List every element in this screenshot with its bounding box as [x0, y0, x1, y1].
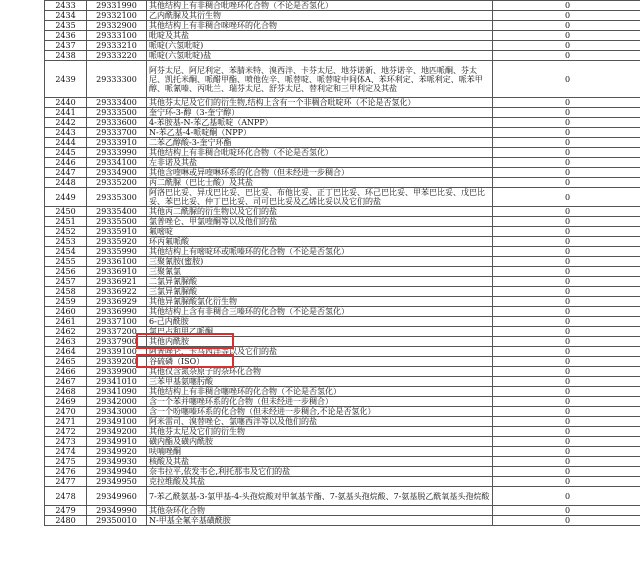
- table-row: [45, 467, 640, 477]
- description: 其他杂环化合物: [147, 506, 493, 516]
- row-index: 2473: [45, 437, 87, 447]
- table-row: [45, 247, 640, 257]
- row-index: 2435: [45, 21, 87, 31]
- rate-value: 0: [493, 297, 640, 307]
- table-row: [45, 178, 640, 188]
- hs-code: 29337100: [87, 317, 147, 327]
- description: 其他含喹啉或异喹啉环系的化合物（但未经进一步稠合）: [147, 168, 493, 178]
- description: 其他结构上有非稠合噻唑环的化合物（不论是否氢化）: [147, 387, 493, 397]
- hs-code: 29349200: [87, 427, 147, 437]
- hs-code: 29335200: [87, 178, 147, 188]
- description: 克拉维酸及其盐: [147, 477, 493, 487]
- row-index: 2455: [45, 257, 87, 267]
- row-index: 2458: [45, 287, 87, 297]
- description: 4-苯胺基-N-苯乙基哌啶（ANPP）: [147, 118, 493, 128]
- row-index: 2474: [45, 447, 87, 457]
- table-row: [45, 387, 640, 397]
- description: 7-苯乙酰氨基-3-氯甲基-4-头孢烷酸对甲氧基苄酯、7-氨基头孢烷酸、7-氨基脱乙酰氧基头孢烷酸: [147, 487, 493, 506]
- description: N-苯乙基-4-哌啶酮（NPP）: [147, 128, 493, 138]
- row-index: 2452: [45, 227, 87, 237]
- description: 三聚氰胺(蜜胺): [147, 257, 493, 267]
- row-index: 2464: [45, 347, 87, 357]
- row-index: 2447: [45, 168, 87, 178]
- hs-code: 29341090: [87, 387, 147, 397]
- description: 吡啶及其盐: [147, 31, 493, 41]
- description: 6-己内酰胺: [147, 317, 493, 327]
- description: 其他仅含氮杂原子的杂环化合物: [147, 367, 493, 377]
- table-row: [45, 297, 640, 307]
- hs-code: 29337900: [87, 337, 147, 347]
- row-index: 2462: [45, 327, 87, 337]
- table-row: [45, 108, 640, 118]
- description: 其他异氰脲酸氯化衍生物: [147, 297, 493, 307]
- rate-value: 0: [493, 467, 640, 477]
- row-index: 2440: [45, 98, 87, 108]
- rate-value: 0: [493, 188, 640, 207]
- hs-code: 29349920: [87, 447, 147, 457]
- rate-value: 0: [493, 138, 640, 148]
- row-index: 2439: [45, 61, 87, 98]
- table-row: [45, 407, 640, 417]
- table-row: [45, 257, 640, 267]
- table-row: [45, 21, 640, 31]
- row-index: 2476: [45, 467, 87, 477]
- hs-code: 29333910: [87, 138, 147, 148]
- hs-code: 29334900: [87, 168, 147, 178]
- hs-code: 29335400: [87, 207, 147, 217]
- hs-code: 29333210: [87, 41, 147, 51]
- row-index: 2469: [45, 397, 87, 407]
- table-row: [45, 477, 640, 487]
- hs-code: 29332900: [87, 21, 147, 31]
- table-row: [45, 277, 640, 287]
- row-index: 2472: [45, 427, 87, 437]
- rate-value: 0: [493, 217, 640, 227]
- description: 阿芬太尼、阿尼利定、苯腈米特、溴西泮、卡芬太尼、地芬诺新、地芬诺辛、地匹哌酮、芬太尼、凯托米酮、哌醋甲酯、喷他佐辛、哌替啶、哌替啶中间体A、苯环利定、苯哌利定、哌苯甲醇、哌氰嗪、丙吡兰、瑞芬太尼、舒芬太尼、替利定和三甲利定及其盐: [147, 61, 493, 98]
- hs-code: 29349950: [87, 477, 147, 487]
- table-row: [45, 188, 640, 207]
- table-row: [45, 158, 640, 168]
- description: 三氯异氰脲酸: [147, 287, 493, 297]
- hs-code: 29333500: [87, 108, 147, 118]
- hs-code: 29331990: [87, 1, 147, 11]
- rate-value: 0: [493, 506, 640, 516]
- hs-code: 29335990: [87, 247, 147, 257]
- table-row: [45, 267, 640, 277]
- row-index: 2468: [45, 387, 87, 397]
- hs-code: 29336910: [87, 267, 147, 277]
- row-index: 2460: [45, 307, 87, 317]
- rate-value: 0: [493, 377, 640, 387]
- table-row: [45, 437, 640, 447]
- row-index: 2453: [45, 237, 87, 247]
- description: 其他芬太尼及它们的衍生物,结构上含有一个非稠合吡啶环（不论是否氢化）: [147, 98, 493, 108]
- hs-code: 29333400: [87, 98, 147, 108]
- row-index: 2478: [45, 487, 87, 506]
- table-row: [45, 227, 640, 237]
- rate-value: 0: [493, 487, 640, 506]
- description: 哌啶(六氢吡啶): [147, 41, 493, 51]
- rate-value: 0: [493, 337, 640, 347]
- row-index: 2465: [45, 357, 87, 367]
- row-index: 2443: [45, 128, 87, 138]
- hs-code: 29349940: [87, 467, 147, 477]
- tariff-document: [44, 0, 640, 526]
- hs-code: 29335300: [87, 188, 147, 207]
- hs-code: 29339900: [87, 367, 147, 377]
- table-row: [45, 397, 640, 407]
- row-index: 2463: [45, 337, 87, 347]
- row-index: 2449: [45, 188, 87, 207]
- hs-code: 29335910: [87, 227, 147, 237]
- table-row: [45, 357, 640, 367]
- row-index: 2471: [45, 417, 87, 427]
- hs-code: 29334100: [87, 158, 147, 168]
- description: 左非诺及其盐: [147, 158, 493, 168]
- rate-value: 0: [493, 21, 640, 31]
- table-row: [45, 457, 640, 467]
- rate-value: 0: [493, 168, 640, 178]
- row-index: 2461: [45, 317, 87, 327]
- rate-value: 0: [493, 287, 640, 297]
- table-row: [45, 31, 640, 41]
- description: N-甲基全氟辛基磺酰胺: [147, 516, 493, 526]
- rate-value: 0: [493, 277, 640, 287]
- hs-code: 29336929: [87, 297, 147, 307]
- row-index: 2475: [45, 457, 87, 467]
- description: 氯巴占和甲乙哌酮: [147, 327, 493, 337]
- rate-value: 0: [493, 307, 640, 317]
- rate-value: 0: [493, 317, 640, 327]
- row-index: 2442: [45, 118, 87, 128]
- table-row: [45, 427, 640, 437]
- hs-code: 29342000: [87, 397, 147, 407]
- rate-value: 0: [493, 128, 640, 138]
- description: 其他结构上有嘧啶环或哌嗪环的化合物（不论是否氢化）: [147, 247, 493, 257]
- rate-value: 0: [493, 61, 640, 98]
- row-index: 2444: [45, 138, 87, 148]
- description: 哌啶(六氢吡啶)盐: [147, 51, 493, 61]
- rate-value: 0: [493, 417, 640, 427]
- row-index: 2466: [45, 367, 87, 377]
- row-index: 2436: [45, 31, 87, 41]
- row-index: 2448: [45, 178, 87, 188]
- rate-value: 0: [493, 457, 640, 467]
- hs-code: 29336921: [87, 277, 147, 287]
- table-row: [45, 337, 640, 347]
- table-row: [45, 317, 640, 327]
- description: 磺内酯及磺内酰胺: [147, 437, 493, 447]
- row-index: 2470: [45, 407, 87, 417]
- description: 氯普唑仑、甲氯喹酮等以及他们的盐: [147, 217, 493, 227]
- rate-value: 0: [493, 327, 640, 337]
- description: 其他芬太尼及它们的衍生物: [147, 427, 493, 437]
- hs-code: 29333990: [87, 148, 147, 158]
- rate-value: 0: [493, 41, 640, 51]
- rate-value: 0: [493, 98, 640, 108]
- rate-value: 0: [493, 516, 640, 526]
- table-row: [45, 447, 640, 457]
- rate-value: 0: [493, 447, 640, 457]
- row-index: 2467: [45, 377, 87, 387]
- row-index: 2479: [45, 506, 87, 516]
- tariff-table: [44, 0, 640, 526]
- row-index: 2456: [45, 267, 87, 277]
- row-index: 2451: [45, 217, 87, 227]
- table-row: [45, 237, 640, 247]
- rate-value: 0: [493, 31, 640, 41]
- hs-code: 29343000: [87, 407, 147, 417]
- table-row: [45, 1, 640, 11]
- description: 二苯乙醇酸-3-奎宁环酯: [147, 138, 493, 148]
- hs-code: 29335500: [87, 217, 147, 227]
- rate-value: 0: [493, 427, 640, 437]
- row-index: 2454: [45, 247, 87, 257]
- description: 核酸及其盐: [147, 457, 493, 467]
- hs-code: 29332100: [87, 11, 147, 21]
- hs-code: 29333100: [87, 31, 147, 41]
- hs-code: 29349910: [87, 437, 147, 447]
- hs-code: 29339200: [87, 357, 147, 367]
- hs-code: 29349930: [87, 457, 147, 467]
- table-row: [45, 367, 640, 377]
- hs-code: 29349960: [87, 487, 147, 506]
- description: 呋喃唑酮: [147, 447, 493, 457]
- description: 乙内酰脲及其衍生物: [147, 11, 493, 21]
- description: 其他结构上有非稠合咪唑环的化合物: [147, 21, 493, 31]
- row-index: 2477: [45, 477, 87, 487]
- description: 其他内酰胺: [147, 337, 493, 347]
- table-body: [45, 1, 640, 526]
- table-row: [45, 377, 640, 387]
- hs-code: 29335920: [87, 237, 147, 247]
- rate-value: 0: [493, 11, 640, 21]
- hs-code: 29333600: [87, 118, 147, 128]
- rate-value: 0: [493, 367, 640, 377]
- rate-value: 0: [493, 148, 640, 158]
- rate-value: 0: [493, 158, 640, 168]
- table-row: [45, 417, 640, 427]
- table-row: [45, 168, 640, 178]
- description: 三苯甲基氨噻肟酸: [147, 377, 493, 387]
- description: 其他结构上有非稠合吡唑环化合物（不论是否氢化）: [147, 1, 493, 11]
- row-index: 2445: [45, 148, 87, 158]
- rate-value: 0: [493, 407, 640, 417]
- rate-value: 0: [493, 257, 640, 267]
- row-index: 2438: [45, 51, 87, 61]
- table-row: [45, 118, 640, 128]
- hs-code: 29350010: [87, 516, 147, 526]
- rate-value: 0: [493, 267, 640, 277]
- description: 阿米雷司、溴替唑仑、氯噻西泮等以及他们的盐: [147, 417, 493, 427]
- table-row: [45, 506, 640, 516]
- rate-value: 0: [493, 237, 640, 247]
- row-index: 2480: [45, 516, 87, 526]
- row-index: 2459: [45, 297, 87, 307]
- rate-value: 0: [493, 118, 640, 128]
- row-index: 2457: [45, 277, 87, 287]
- hs-code: 29336990: [87, 307, 147, 317]
- table-row: [45, 148, 640, 158]
- table-row: [45, 487, 640, 506]
- rate-value: 0: [493, 477, 640, 487]
- rate-value: 0: [493, 207, 640, 217]
- description: 其他结构上有非稠合吡啶环化合物（不论是否氢化）: [147, 148, 493, 158]
- table-row: [45, 307, 640, 317]
- description: 氟嘧啶: [147, 227, 493, 237]
- description: 含一个吩噻嗪环系的化合物（但未经进一步稠合,不论是否氢化）: [147, 407, 493, 417]
- description: 奈韦拉平,依发韦仑,利托那韦及它们的盐: [147, 467, 493, 477]
- row-index: 2450: [45, 207, 87, 217]
- table-row: [45, 11, 640, 21]
- hs-code: 29333220: [87, 51, 147, 61]
- table-row: [45, 98, 640, 108]
- table-row: [45, 207, 640, 217]
- row-index: 2433: [45, 1, 87, 11]
- table-row: [45, 51, 640, 61]
- row-index: 2434: [45, 11, 87, 21]
- hs-code: 29336100: [87, 257, 147, 267]
- table-row: [45, 327, 640, 337]
- table-row: [45, 516, 640, 526]
- description: 阿普唑仑、卡马西泮等以及它们的盐: [147, 347, 493, 357]
- description: 三聚氰氯: [147, 267, 493, 277]
- rate-value: 0: [493, 347, 640, 357]
- description: 其他结构上含有非稠合三嗪环的化合物（不论是否氢化）: [147, 307, 493, 317]
- hs-code: 29349100: [87, 417, 147, 427]
- description: 阿洛巴比妥、异戊巴比妥、巴比妥、布他比妥、正丁巴比妥、环己巴比妥、甲苯巴比妥、戊巴比妥、苯巴比妥、仲丁巴比妥、司可巴比妥及乙烯比妥以及它们的盐: [147, 188, 493, 207]
- row-index: 2446: [45, 158, 87, 168]
- hs-code: 29341010: [87, 377, 147, 387]
- rate-value: 0: [493, 51, 640, 61]
- description: 谷硫磷（ISO）: [147, 357, 493, 367]
- hs-code: 29333700: [87, 128, 147, 138]
- rate-value: 0: [493, 397, 640, 407]
- description: 二氯异氰脲酸: [147, 277, 493, 287]
- table-row: [45, 41, 640, 51]
- rate-value: 0: [493, 108, 640, 118]
- hs-code: 29349990: [87, 506, 147, 516]
- description: 其他丙二酰脲的衍生物以及它们的盐: [147, 207, 493, 217]
- description: 丙二酰脲（巴比士酸）及其盐: [147, 178, 493, 188]
- row-index: 2437: [45, 41, 87, 51]
- table-row: [45, 61, 640, 98]
- rate-value: 0: [493, 357, 640, 367]
- rate-value: 0: [493, 437, 640, 447]
- table-row: [45, 128, 640, 138]
- hs-code: 29337200: [87, 327, 147, 337]
- description: 奎宁环-3-醇（3-奎宁醇）: [147, 108, 493, 118]
- description: 环丙氟哌酸: [147, 237, 493, 247]
- rate-value: 0: [493, 178, 640, 188]
- rate-value: 0: [493, 387, 640, 397]
- table-row: [45, 138, 640, 148]
- row-index: 2441: [45, 108, 87, 118]
- description: 含一个苯并噻唑环系的化合物（但未经进一步稠合）: [147, 397, 493, 407]
- rate-value: 0: [493, 227, 640, 237]
- table-row: [45, 217, 640, 227]
- rate-value: 0: [493, 247, 640, 257]
- hs-code: 29339100: [87, 347, 147, 357]
- hs-code: 29333300: [87, 61, 147, 98]
- hs-code: 29336922: [87, 287, 147, 297]
- rate-value: 0: [493, 1, 640, 11]
- table-row: [45, 287, 640, 297]
- table-row: [45, 347, 640, 357]
